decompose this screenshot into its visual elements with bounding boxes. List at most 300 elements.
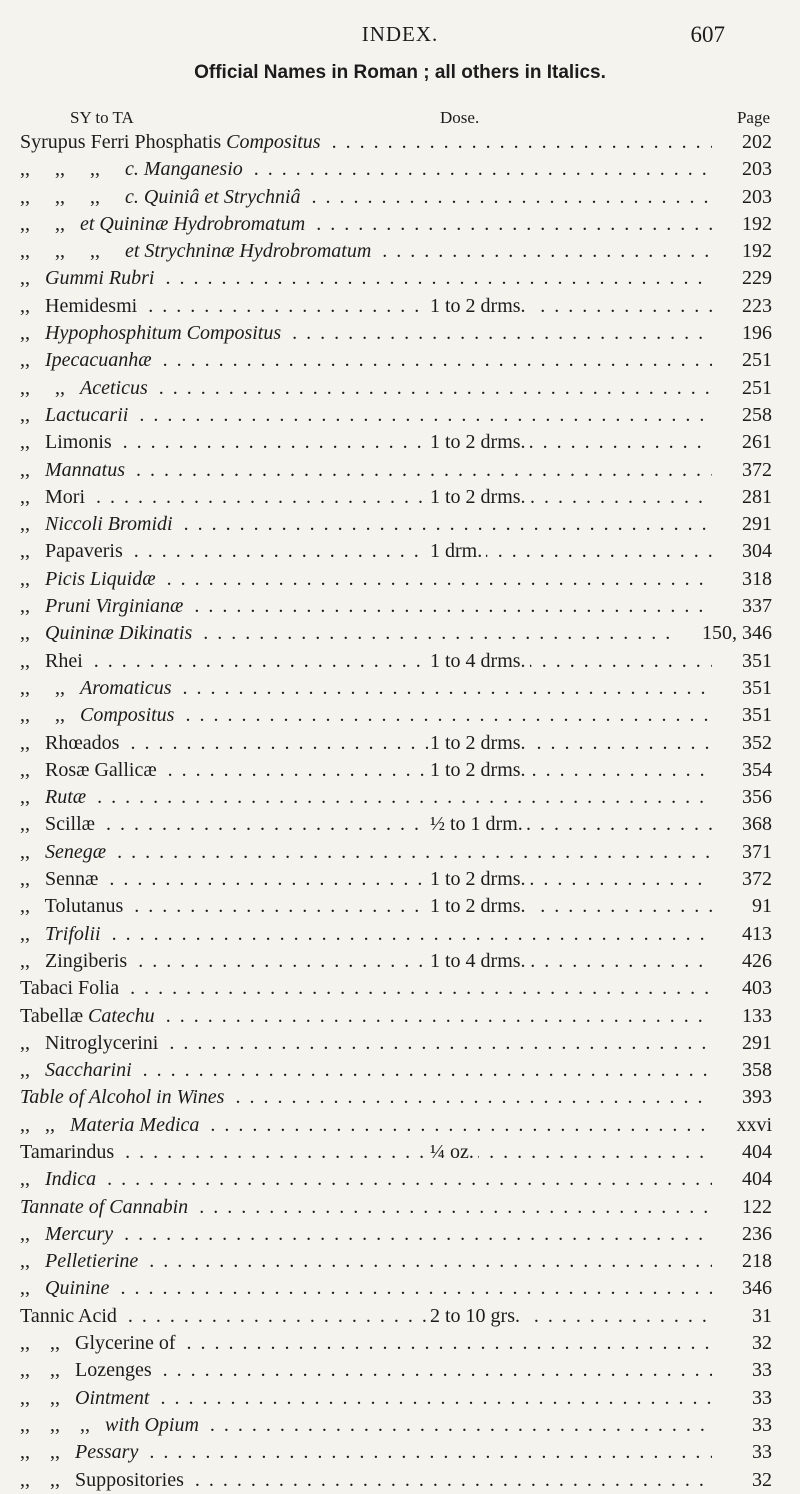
entry-page: 33 [712,1439,772,1466]
entry-name-roman: ,, ,, [20,212,80,235]
entry-name [20,240,375,262]
entry-name [20,459,129,481]
entry-page: 281 [712,484,772,511]
entry-name-italic: Quinine [45,1277,110,1300]
index-entry [20,1003,772,1030]
index-entry [20,921,772,948]
dose-header: Dose. [440,108,480,127]
page-header: Page [736,108,770,127]
entry-name-roman: ,, [20,622,45,645]
entry-name [20,267,158,289]
entry-name-italic: Lactucarii [45,403,129,426]
entry-name-roman: ,, Limonis [20,431,112,454]
entry-page: 337 [712,593,772,620]
entry-name [20,622,196,644]
entry-leader [20,866,712,893]
entry-name-roman: ,, Tolutanus [20,895,124,918]
entry-name [20,923,105,945]
entry-dose: 1 to 2 drms. [428,429,530,456]
entry-name [20,158,247,180]
entry-name-italic: Aromaticus [80,676,172,699]
entry-name [20,1359,156,1381]
entry-name-roman: ,, ,, [20,1441,75,1464]
entry-leader [20,265,712,292]
entry-name-roman: ,, ,, Glycerine of [20,1332,176,1355]
entry-leader [20,484,712,511]
entry-page: xxvi [712,1112,772,1139]
index-entry [20,839,772,866]
entry-name-roman: ,, [20,403,45,426]
entry-page: 203 [712,184,772,211]
entry-page: 372 [712,457,772,484]
index-entry [20,429,772,456]
entry-name-roman: ,, [20,1222,45,1245]
entry-leader [20,347,712,374]
entry-name-roman: ,, ,, Suppositories [20,1468,184,1491]
entry-page: 351 [712,648,772,675]
entry-page: 133 [712,1003,772,1030]
entry-page: 371 [712,839,772,866]
entry-name [20,1196,192,1218]
entry-name-roman: ,, ,, ,, [20,185,125,208]
entry-name-roman: ,, [20,786,45,809]
entry-name [20,213,309,235]
entry-page: 32 [712,1330,772,1357]
entry-name-roman: ,, ,, ,, [20,240,125,263]
entry-dose: 1 to 2 drms. [428,866,530,893]
entry-name-roman: ,, [20,1277,45,1300]
entry-dose: 1 to 2 drms. [428,293,530,320]
index-entry [20,484,772,511]
entry-page: 122 [712,1194,772,1221]
entry-name [20,1032,162,1054]
index-entry [20,811,772,838]
entry-name-roman: ,, [20,458,45,481]
entry-leader [20,320,712,347]
index-entry [20,1303,772,1330]
entry-name [20,1141,118,1163]
entry-name [20,322,285,344]
index-entry [20,1057,772,1084]
page-number: 607 [690,22,725,47]
entry-name-roman: ,, ,, [20,1386,75,1409]
entry-page: 413 [712,921,772,948]
entry-name [20,540,127,562]
entry-dose: 1 to 4 drms. [428,948,530,975]
index-entry [20,1139,772,1166]
index-entry [20,1467,772,1494]
index-entry [20,211,772,238]
index-entry [20,1385,772,1412]
entry-name-roman: ,, [20,922,45,945]
entry-page: 251 [712,375,772,402]
entry-leader [20,1467,712,1494]
index-entry [20,184,772,211]
index-entry [20,1412,772,1439]
entry-name-roman: ,, ,, ,, [20,1413,105,1436]
entry-name [20,1059,136,1081]
entry-name-roman: ,, ,, ,, [20,158,125,181]
index-entry [20,1112,772,1139]
entry-leader [20,811,712,838]
entry-leader [20,1139,712,1166]
entry-page: 258 [712,402,772,429]
entry-name-roman: ,, [20,595,45,618]
entry-leader [20,1357,712,1384]
entry-leader [20,402,712,429]
entry-name [20,895,127,917]
index-entry [20,866,772,893]
entry-dose: 2 to 10 grs. [428,1303,524,1330]
entry-dose: ½ to 1 drm. [428,811,527,838]
entry-leader [20,1439,712,1466]
entry-name-roman: Tabellæ [20,1004,89,1027]
entry-name [20,568,160,590]
entry-name-roman: ,, ,, [20,676,80,699]
entry-page: 192 [712,238,772,265]
entry-leader [20,1275,712,1302]
entry-leader [20,1385,712,1412]
entry-page: 196 [712,320,772,347]
entry-name-roman: ,, ,, [20,704,80,727]
entry-name-italic: Indica [45,1168,97,1191]
entry-leader [20,511,712,538]
entry-dose: 1 to 2 drms. [428,893,530,920]
entry-page: 404 [712,1166,772,1193]
entry-leader [20,1084,712,1111]
entry-name-roman: ,, [20,1059,45,1082]
index-entry [20,238,772,265]
entry-leader [20,839,712,866]
entry-page: 251 [712,347,772,374]
entry-page: 261 [712,429,772,456]
entry-name [20,1168,100,1190]
entry-name-italic: Pruni Virginianæ [45,595,184,618]
entry-page: 404 [712,1139,772,1166]
entry-name [20,732,123,754]
entry-name [20,349,156,371]
entry-name [20,704,178,726]
index-entry [20,538,772,565]
entry-leader [20,566,712,593]
index-entry [20,265,772,292]
entry-name [20,186,305,208]
index-entry [20,566,772,593]
entry-page: 32 [712,1467,772,1494]
entry-name-italic: Hypophosphitum Compositus [45,322,282,345]
entry-leader [20,1221,712,1248]
entry-name-italic: Niccoli Bromidi [45,513,173,536]
entry-name [20,377,152,399]
entry-name [20,786,90,808]
entry-page: 223 [712,293,772,320]
entry-page: 229 [712,265,772,292]
entry-page: 31 [712,1303,772,1330]
entry-page: 372 [712,866,772,893]
entry-name-roman: ,, Nitroglycerini [20,1031,159,1054]
entry-leader [20,921,712,948]
entry-leader [20,1057,712,1084]
entry-name-roman: ,, Scillæ [20,813,96,836]
column-headers [40,108,770,130]
entry-dose: 1 drm. [428,538,486,565]
entry-name-italic: Ipecacuanhæ [45,349,152,372]
entry-name-italic: Mannatus [45,458,125,481]
entry-name [20,1086,228,1108]
entry-page: 403 [712,975,772,1002]
entry-leader [20,1003,712,1030]
entry-name-italic: et Strychninæ Hydrobromatum [125,240,372,263]
entry-dose: 1 to 2 drms. [428,730,530,757]
index-entry [20,1194,772,1221]
entry-name-italic: Gummi Rubri [45,267,155,290]
entry-name-italic: Catechu [88,1004,155,1027]
index-entry [20,975,772,1002]
index-entry [20,648,772,675]
entry-name-roman: ,, Rosæ Gallicæ [20,758,157,781]
entry-leader [20,238,712,265]
entry-name [20,813,99,835]
entry-page: 33 [712,1385,772,1412]
entry-name [20,977,123,999]
entry-name [20,841,110,863]
entry-page: 236 [712,1221,772,1248]
entry-leader [20,1248,712,1275]
index-entry [20,1330,772,1357]
entry-page: 368 [712,811,772,838]
entry-leader [20,948,712,975]
entry-name-italic: Materia Medica [70,1113,200,1136]
entry-name-italic: et Quininæ Hydrobromatum [80,212,306,235]
entry-leader [20,211,712,238]
entry-leader [20,429,712,456]
entry-page: 356 [712,784,772,811]
entry-leader [20,1330,712,1357]
entry-name [20,131,325,153]
entry-name-roman: ,, ,, [20,376,80,399]
entry-page: 351 [712,675,772,702]
range-header: SY to TA [70,108,134,127]
running-head [0,22,800,52]
entry-name [20,1332,180,1354]
entry-name [20,1305,121,1327]
entry-name [20,1414,203,1436]
entry-name [20,404,132,426]
index-entry [20,730,772,757]
index-entry [20,1084,772,1111]
entry-leader [20,1112,712,1139]
entry-leader [20,593,712,620]
entry-leader [20,375,712,402]
index-entry [20,1275,772,1302]
index-entry [20,293,772,320]
index-entries [20,129,772,1494]
entry-page: 426 [712,948,772,975]
entry-leader [20,1303,712,1330]
entry-page: 318 [712,566,772,593]
entry-page: 202 [712,129,772,156]
entry-name-italic: Senegæ [45,840,107,863]
entry-page: 352 [712,730,772,757]
index-entry [20,129,772,156]
entry-name-roman: ,, [20,267,45,290]
entry-name-roman: Tamarindus [20,1140,115,1163]
entry-page: 351 [712,702,772,729]
entry-name-italic: Compositus [226,131,321,153]
entry-dose: 1 to 2 drms. [428,484,530,511]
entry-name-italic: Pessary [75,1441,139,1464]
index-entry [20,784,772,811]
entry-page: 192 [712,211,772,238]
entry-name [20,1250,142,1272]
entry-name-italic: with Opium [105,1413,199,1436]
entry-name-roman: ,, [20,1250,45,1273]
entry-name-roman: ,, [20,1168,45,1191]
index-entry [20,702,772,729]
index-entry [20,347,772,374]
entry-leader [20,893,712,920]
entry-name-italic: Picis Liquidæ [45,567,156,590]
entry-name-roman: ,, Hemidesmi [20,294,138,317]
index-entry [20,156,772,183]
entry-leader [20,293,712,320]
entry-name-roman: ,, [20,840,45,863]
entry-name-roman: ,, ,, [20,1113,70,1136]
entry-page: 393 [712,1084,772,1111]
entry-page: 354 [712,757,772,784]
entry-name-roman: Syrupus Ferri Phosphatis [20,131,227,153]
entry-page: 91 [712,893,772,920]
index-subtitle: Official Names in Roman ; all others in Italics. [194,62,606,83]
entry-leader [20,702,712,729]
running-title: INDEX. [361,22,439,46]
entry-name [20,431,116,453]
entry-name-italic: c. Manganesio [125,158,243,181]
entry-name-italic: Quininæ Dikinatis [45,622,193,645]
entry-name-italic: Table of Alcohol in Wines [20,1086,225,1109]
entry-name-roman: ,, [20,322,45,345]
entry-leader [20,730,712,757]
entry-name-roman: ,, Zingiberis [20,949,128,972]
entry-leader [20,156,712,183]
entry-leader [20,1030,712,1057]
entry-name [20,1223,117,1245]
index-entry [20,457,772,484]
entry-leader [20,184,712,211]
entry-name-roman: Tannic Acid [20,1304,117,1327]
entry-name-italic: Tannate of Cannabin [20,1195,189,1218]
entry-name-italic: Aceticus [80,376,148,399]
entry-name [20,1114,203,1136]
index-entry [20,1030,772,1057]
entry-name-roman: ,, [20,567,45,590]
entry-name-italic: Saccharini [45,1059,132,1082]
entry-name-italic: Rutæ [45,786,87,809]
index-entry [20,675,772,702]
entry-page: 346 [712,1275,772,1302]
entry-page: 203 [712,156,772,183]
entry-leader [20,1166,712,1193]
entry-leader [20,129,712,156]
index-entry [20,402,772,429]
index-entry [20,1248,772,1275]
index-entry [20,1439,772,1466]
index-entry [20,620,772,647]
index-entry [20,375,772,402]
entry-dose: ¼ oz. [428,1139,478,1166]
entry-name [20,650,87,672]
entry-leader [20,457,712,484]
entry-leader [20,784,712,811]
index-entry [20,1166,772,1193]
entry-name-roman: ,, ,, Lozenges [20,1359,152,1382]
entry-name [20,1005,159,1027]
entry-name-roman: ,, Mori [20,485,85,508]
entry-name [20,1387,153,1409]
entry-page: 218 [712,1248,772,1275]
index-entry [20,1357,772,1384]
entry-dose: 1 to 4 drms. [428,648,530,675]
entry-leader [20,648,712,675]
entry-leader [20,538,712,565]
entry-leader [20,675,712,702]
entry-dose: 1 to 2 drms. [428,757,530,784]
entry-name [20,677,175,699]
entry-name [20,1441,142,1463]
entry-name [20,486,89,508]
entry-name [20,295,141,317]
entry-name [20,759,161,781]
entry-leader [20,1194,712,1221]
index-entry [20,893,772,920]
entry-name-roman: Tabaci Folia [20,977,120,1000]
entry-name [20,950,131,972]
entry-leader [20,1412,712,1439]
index-entry [20,1221,772,1248]
entry-name-italic: c. Quiniâ et Strychniâ [125,185,301,208]
entry-page: 291 [712,1030,772,1057]
entry-leader [20,757,712,784]
entry-page: 33 [712,1412,772,1439]
entry-name-italic: Mercury [45,1222,114,1245]
entry-name-roman: ,, Papaveris [20,540,123,563]
entry-name [20,513,177,535]
entry-leader [20,620,672,647]
entry-name [20,595,187,617]
entry-page: 150, 346 [672,620,772,647]
entry-name-roman: ,, Rhœados [20,731,120,754]
entry-leader [20,975,712,1002]
index-entry [20,757,772,784]
entry-name-italic: Trifolii [45,922,101,945]
entry-name [20,868,102,890]
entry-name [20,1277,113,1299]
entry-name-roman: ,, [20,513,45,536]
entry-page: 33 [712,1357,772,1384]
entry-name [20,1469,188,1491]
index-entry [20,320,772,347]
index-entry [20,511,772,538]
entry-name-italic: Ointment [75,1386,150,1409]
entry-page: 304 [712,538,772,565]
entry-page: 358 [712,1057,772,1084]
index-entry [20,948,772,975]
entry-name-italic: Compositus [80,704,175,727]
index-entry [20,593,772,620]
entry-name-roman: ,, Sennæ [20,868,99,891]
entry-name-italic: Pelletierine [45,1250,139,1273]
entry-page: 291 [712,511,772,538]
